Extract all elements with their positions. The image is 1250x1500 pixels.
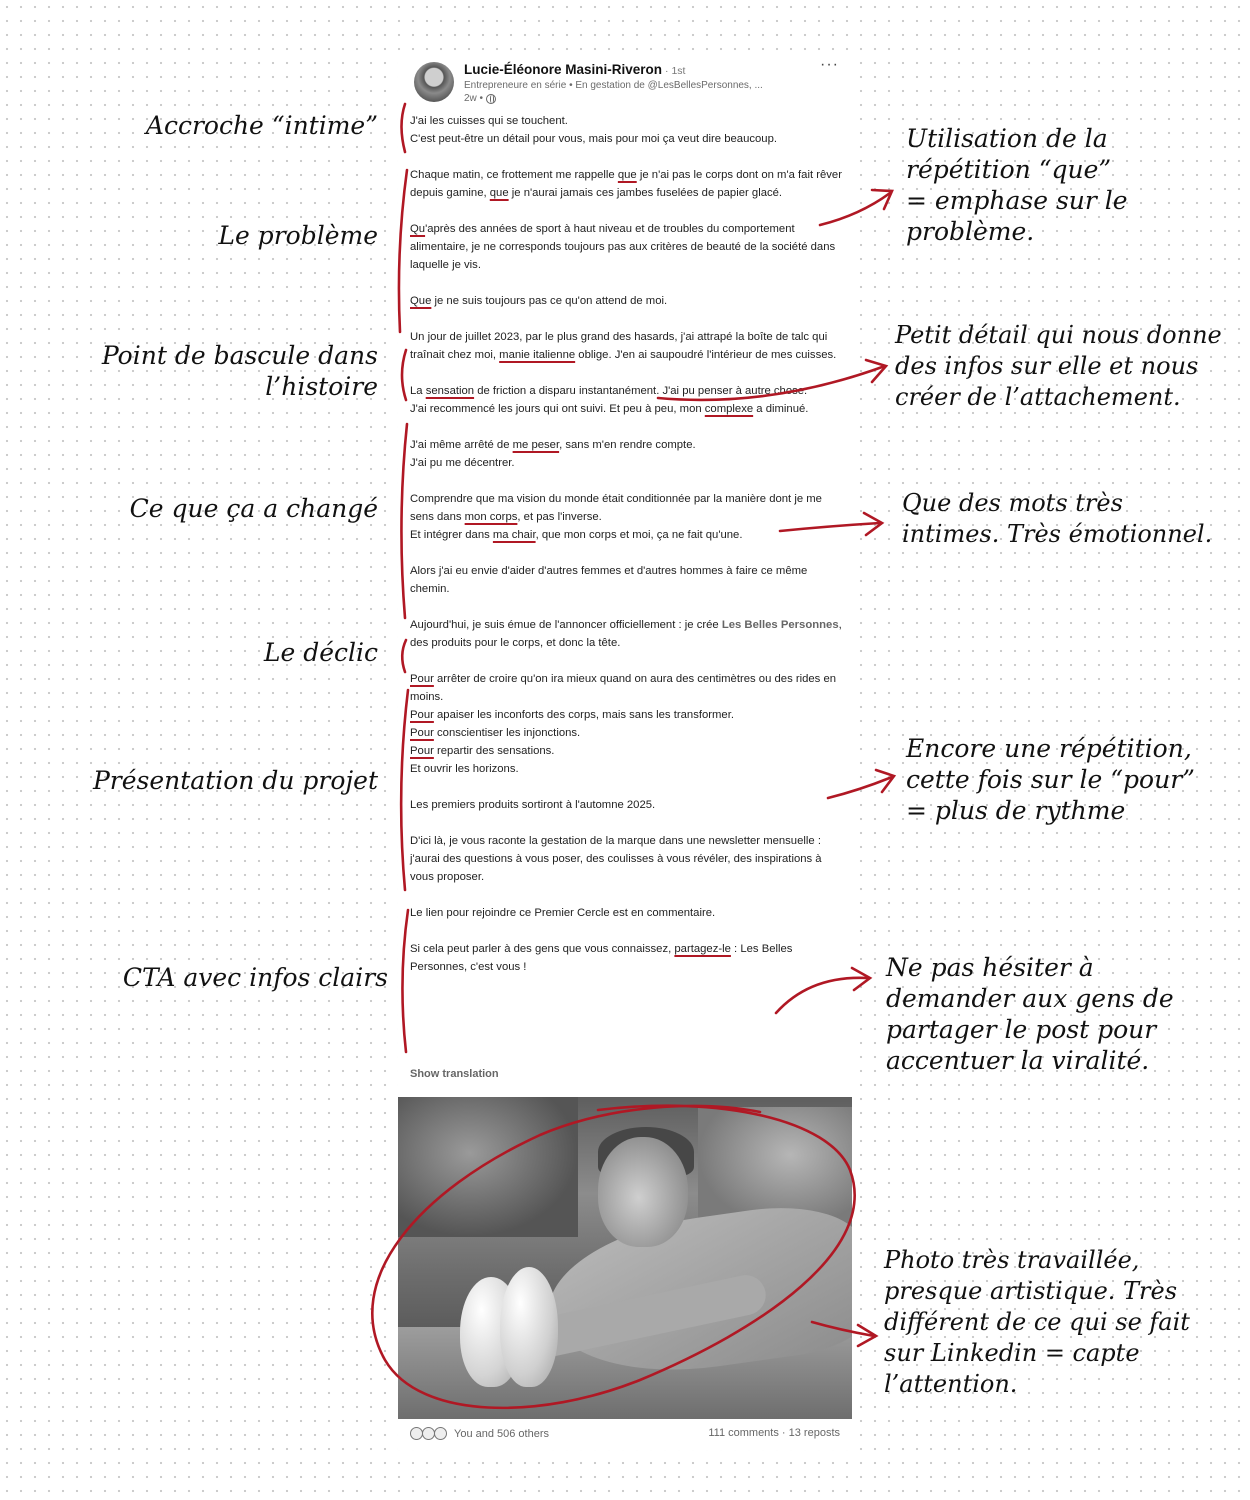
post-paragraph: Comprendre que ma vision du monde était conditionnée par la manière dont je me sens dans mon corps, et pas l'inverse. <box>410 493 822 523</box>
arrow-que-head <box>872 190 892 209</box>
annotation-photo: Photo très travaillée, presque artistique. Très différent de ce qui se fait sur Linkedin = capte l’attention. <box>884 1246 1190 1398</box>
post-line: Pour apaiser les inconforts des corps, mais sans les transformer. <box>410 709 734 721</box>
post-photo[interactable] <box>398 1097 852 1419</box>
annotation-declic: Le déclic <box>263 638 378 667</box>
annotation-probleme: Le problème <box>218 221 378 250</box>
brand-link[interactable]: Les Belles Personnes <box>721 619 839 631</box>
annotation-repetition-que: Utilisation de la répétition “que” = emphase sur le problème. <box>906 124 1128 246</box>
annotation-change: Ce que ça a changé <box>129 494 378 523</box>
annotation-detail: Petit détail qui nous donne des infos sur elle et nous créer de l’attachement. <box>895 321 1222 411</box>
annotation-partage: Ne pas hésiter à demander aux gens de partager le post pour accentuer la viralité. <box>886 953 1174 1075</box>
arrow-detail-head <box>866 360 886 382</box>
more-options-icon[interactable]: ··· <box>820 56 839 73</box>
post-paragraph: La sensation de friction a disparu instantanément. J'ai pu penser à autre chose. <box>410 385 808 397</box>
post-line: Et ouvrir les horizons. <box>410 763 519 775</box>
post-line: J'ai les cuisses qui se touchent. <box>410 115 568 127</box>
author-name[interactable]: Lucie-Éléonore Masini-Riveron · 1st <box>464 62 686 77</box>
author-headline: Entrepreneure en série • En gestation de @LesBellesPersonnes, ... <box>464 80 763 91</box>
post-paragraph: Le lien pour rejoindre ce Premier Cercle est en commentaire. <box>410 907 716 919</box>
post-line: Pour repartir des sensations. <box>410 745 555 757</box>
avatar[interactable] <box>414 62 454 102</box>
globe-icon <box>486 94 496 104</box>
post-line: Pour conscientiser les injonctions. <box>410 727 581 739</box>
post-paragraph: Et intégrer dans ma chair, que mon corps et moi, ça ne fait qu'une. <box>410 529 743 541</box>
post-paragraph: D'ici là, je vous raconte la gestation de la marque dans une newsletter mensuelle : j'aurai des questions à vous poser, des coulisses à vous révéler, des inspirations à vous proposer. <box>410 835 822 883</box>
post-paragraph: J'ai recommencé les jours qui ont suivi. Et peu à peu, mon complexe a diminué. <box>410 403 809 415</box>
post-paragraph: Les premiers produits sortiront à l'automne 2025. <box>410 799 656 811</box>
post-paragraph: J'ai même arrêté de me peser, sans m'en rendre compte. <box>410 439 696 451</box>
post-time: 2w • <box>464 93 496 104</box>
linkedin-post <box>398 52 852 1450</box>
love-reaction-icon <box>434 1427 447 1440</box>
annotation-cta: CTA avec infos clairs <box>122 963 388 992</box>
post-paragraph: Si cela peut parler à des gens que vous connaissez, partagez-le : Les Belles Personnes, c'est vous ! <box>410 943 793 973</box>
annotation-intimes: Que des mots très intimes. Très émotionnel. <box>902 489 1213 548</box>
arrow-pour-head <box>876 770 894 792</box>
post-paragraph: Que je ne suis toujours pas ce qu'on attend de moi. <box>410 295 668 307</box>
post-paragraph: Pour arrêter de croire qu'on ira mieux quand on aura des centimètres ou des rides en moins. <box>410 673 837 703</box>
arrow-photo-head <box>858 1325 876 1346</box>
arrow-partage-head <box>852 968 870 990</box>
annotation-accroche: Accroche “intime” <box>145 111 378 140</box>
post-paragraph: Aujourd'hui, je suis émue de l'annoncer officiellement : je crée Les Belles Personnes, des produits pour le corps, et donc la tête. <box>410 619 842 649</box>
post-body <box>410 112 842 976</box>
post-paragraph: Alors j'ai eu envie d'aider d'autres femmes et d'autres hommes à faire ce même chemin. <box>410 565 808 595</box>
show-translation-button[interactable]: Show translation <box>410 1068 499 1080</box>
annotation-bascule: Point de bascule dans l’histoire <box>101 341 378 401</box>
reactions-label: You and 506 others <box>454 1427 550 1440</box>
annotation-repetition-pour: Encore une répétition, cette fois sur le “pour” = plus de rythme <box>906 734 1195 825</box>
post-paragraph: Un jour de juillet 2023, par le plus grand des hasards, j'ai attrapé la boîte de talc qui traînait chez moi, manie italienne oblige. J'en ai saupoudré l'intérieur de mes cuisses. <box>410 331 837 361</box>
connection-degree: · 1st <box>665 65 686 77</box>
arrow-intimes-head <box>864 513 882 535</box>
post-paragraph: Chaque matin, ce frottement me rappelle que je n'ai pas le corps dont on m'a fait rêver depuis gamine, que je n'aurai jamais ces jambes fuselées de papier glacé. <box>410 169 842 199</box>
post-line: C'est peut-être un détail pour vous, mais pour moi ça veut dire beaucoup. <box>410 133 777 145</box>
reactions-summary[interactable] <box>410 1427 549 1440</box>
comments-reposts-count[interactable]: 111 comments · 13 reposts <box>708 1427 840 1439</box>
post-paragraph: Qu'après des années de sport à haut niveau et de troubles du comportement alimentaire, je ne corresponds toujours pas aux critères de beauté de la société dans laquelle je vis. <box>410 223 836 271</box>
annotation-projet: Présentation du projet <box>92 766 378 795</box>
post-line: J'ai pu me décentrer. <box>410 457 515 469</box>
